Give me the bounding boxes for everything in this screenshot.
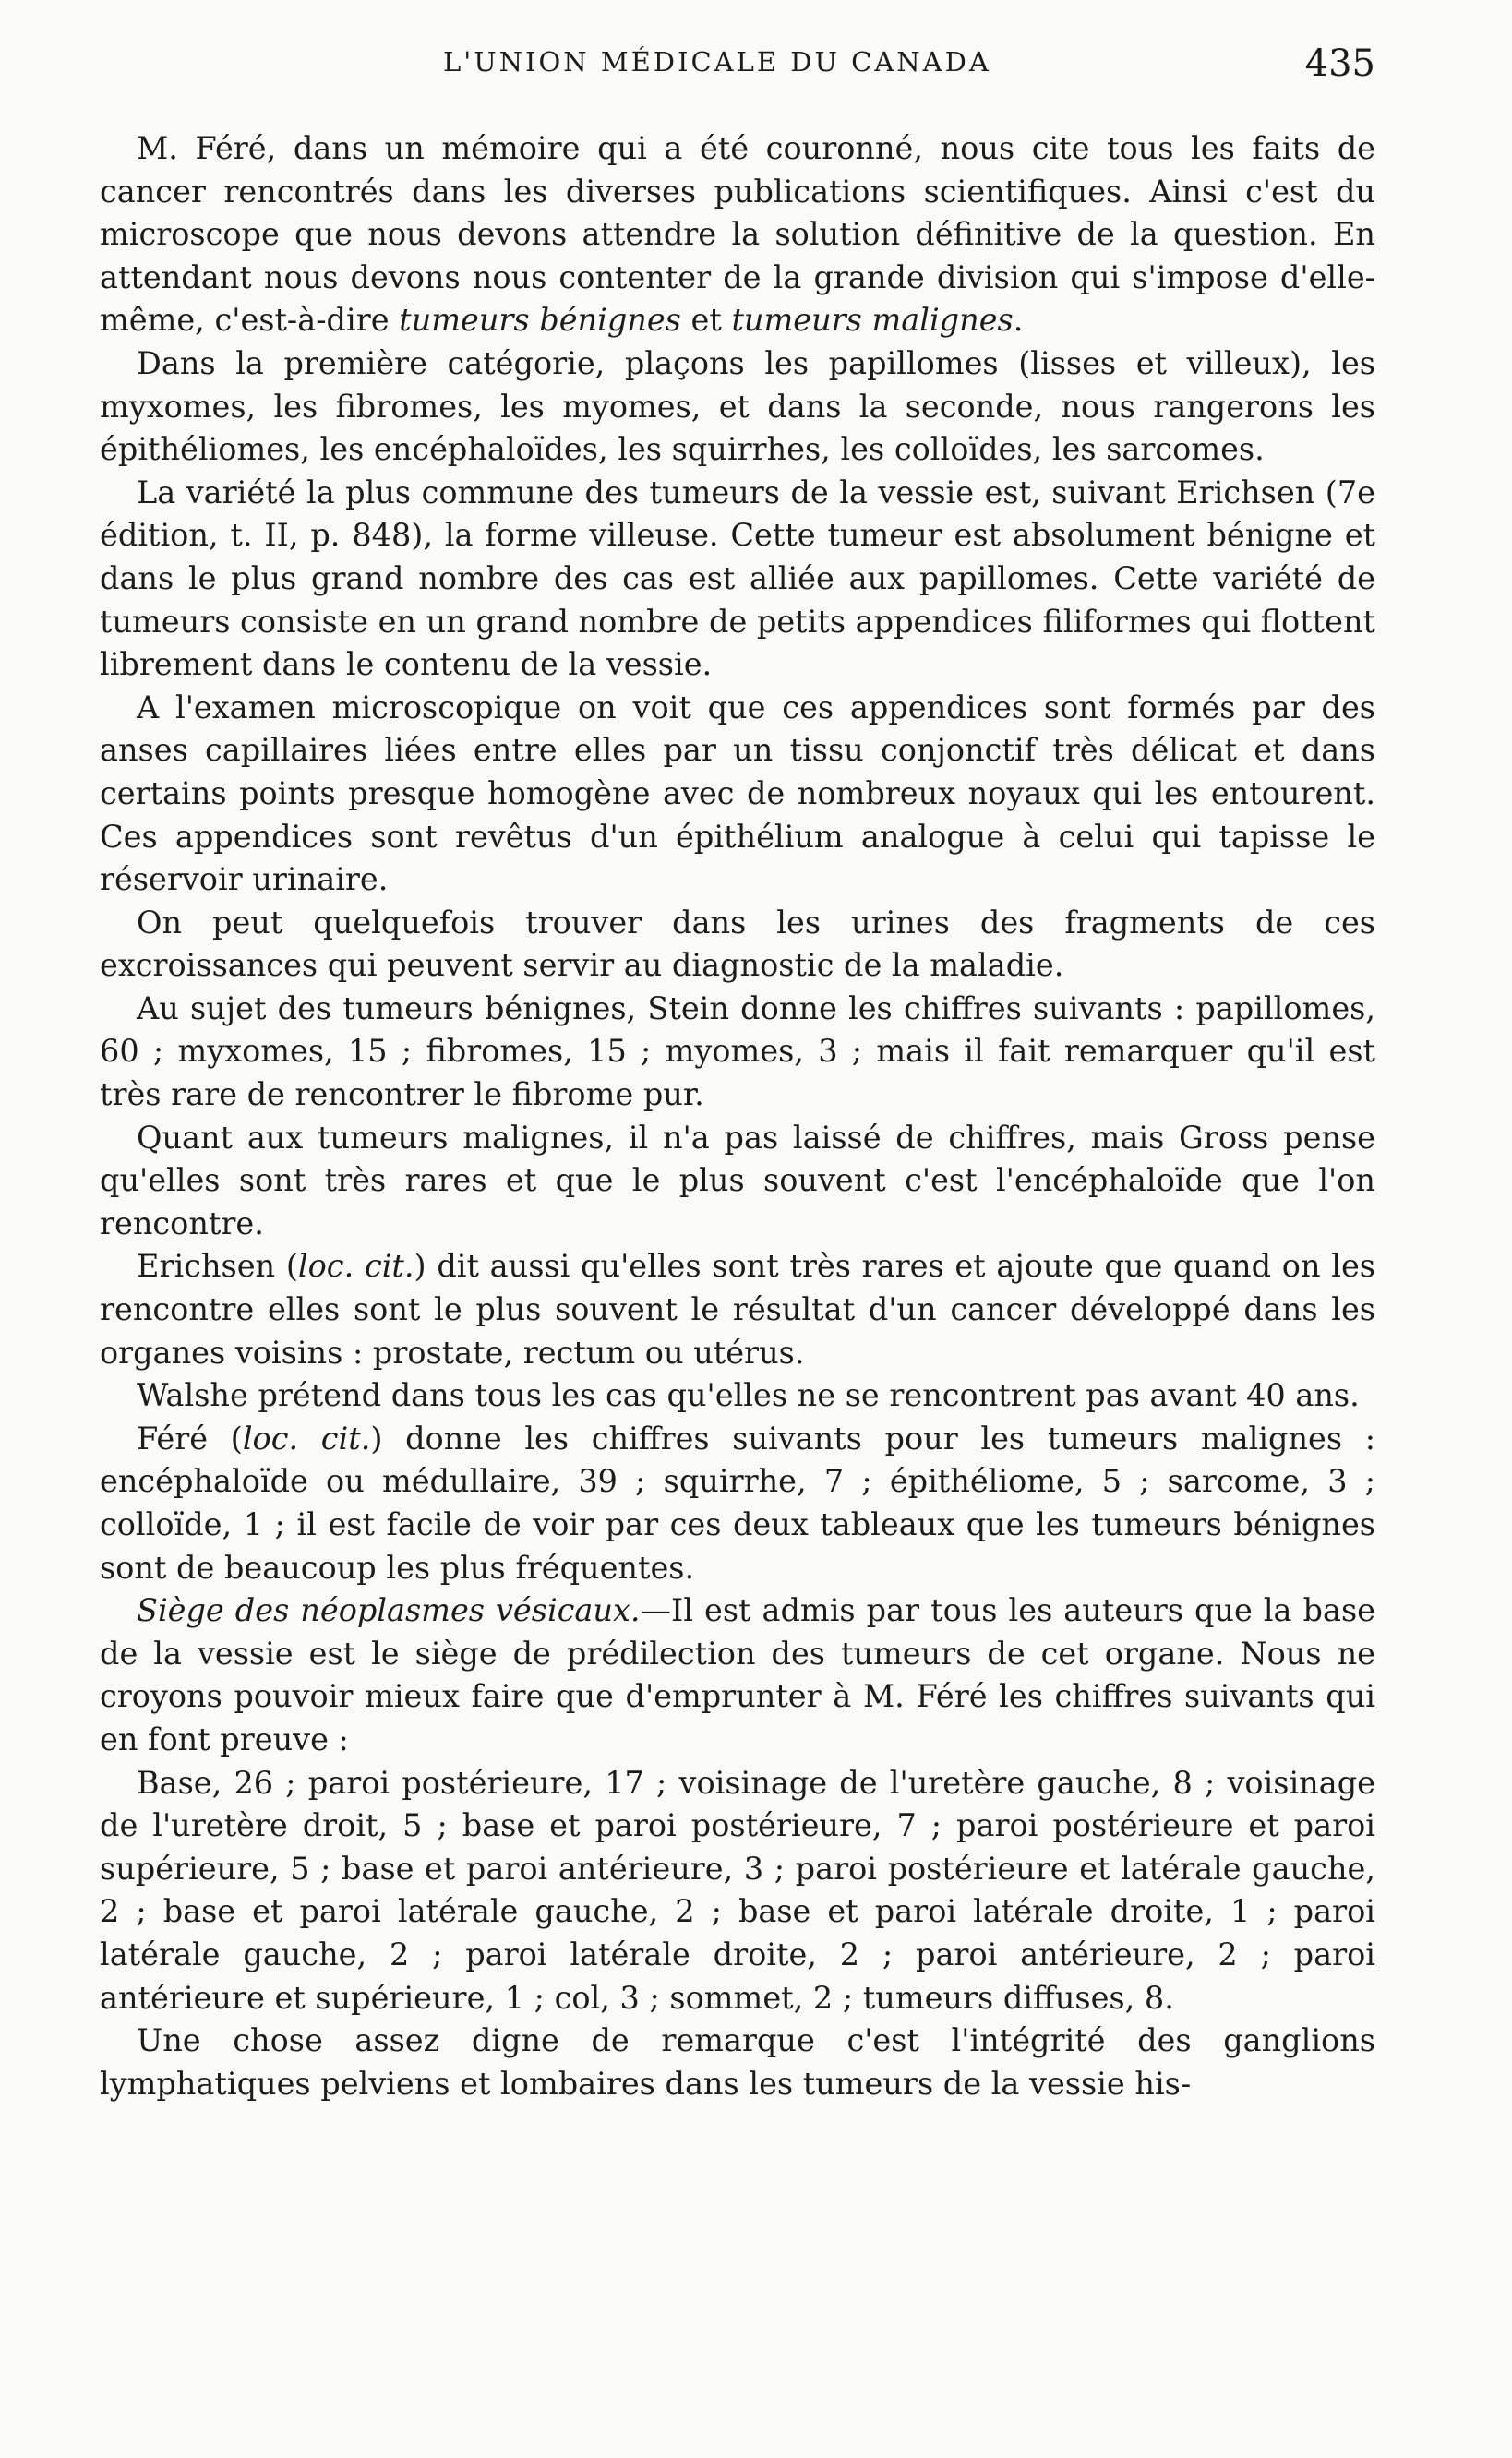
paragraph: Au sujet des tumeurs bénignes, Stein donne les chiffres suivants : papillomes, 60 ; myxomes, 15 ; fibromes, 15 ; myomes, 3 ; mais il fait remarquer qu'il est très rare de rencontrer le fibrome pur. bbox=[100, 989, 1375, 1113]
paragraph: Une chose assez digne de remarque c'est l'intégrité des ganglions lymphatiques pelviens et lombaires dans les tumeurs de la vessie his- bbox=[100, 2022, 1375, 2102]
page-number: 435 bbox=[1304, 42, 1375, 85]
paragraph: Erichsen (loc. cit.) dit aussi qu'elles sont très rares et ajoute que quand on les rencontre elles sont le plus souvent le résultat d'un cancer développé dans les organes voisins : prostate, rectum ou utérus. bbox=[100, 1248, 1375, 1371]
section-heading: Siège des néoplasmes vésicaux. bbox=[137, 1592, 641, 1629]
section-paragraph: Siège des néoplasmes vésicaux.—Il est admis par tous les auteurs que la base de la vessie est le siège de prédilection des tumeurs de cet organe. Nous ne croyons pouvoir mieux faire que d'emprunter à M. Féré les chiffres suivants qui en font preuve : bbox=[100, 1592, 1375, 1757]
location-list: Base, 26 ; paroi postérieure, 17 ; voisinage de l'uretère gauche, 8 ; voisinage de l'uretère droit, 5 ; base et paroi postérieure, 7 ; paroi postérieure et paroi supérieure, 5 ; base et paroi antérieure, 3 ; paroi postérieure et latérale gauche, 2 ; base et paroi latérale gauche, 2 ; base et paroi latérale droite, 1 ; paroi latérale gauche, 2 ; paroi latérale droite, 2 ; paroi antérieure, 2 ; paroi antérieure et supérieure, 1 ; col, 3 ; sommet, 2 ; tumeurs diffuses, 8. bbox=[100, 1764, 1375, 2016]
paragraph: Walshe prétend dans tous les cas qu'elles ne se rencontrent pas avant 40 ans. bbox=[137, 1377, 1360, 1414]
paragraph: Quant aux tumeurs malignes, il n'a pas laissé de chiffres, mais Gross pense qu'elles sont très rares et que le plus souvent c'est l'encéphaloïde que l'on rencontre. bbox=[100, 1119, 1375, 1241]
paragraph: M. Féré, dans un mémoire qui a été couronné, nous cite tous les faits de cancer rencontrés dans les diverses publications scientifiques. Ainsi c'est du microscope que nous devons attendre la solution définitive de la question. En attendant nous devons nous contenter de la grande division qui s'impose d'elle-même, c'est-à-dire tumeurs bénignes et tumeurs malignes. bbox=[100, 130, 1375, 339]
body-text bbox=[100, 127, 1375, 2105]
paragraph: A l'examen microscopique on voit que ces appendices sont formés par des anses capillaires liées entre elles par un tissu conjonctif très délicat et dans certains points presque homogène avec de nombreux noyaux qui les entourent. Ces appendices sont revêtus d'un épithélium analogue à celui qui tapisse le réservoir urinaire. bbox=[100, 689, 1375, 898]
paragraph: La variété la plus commune des tumeurs de la vessie est, suivant Erichsen (7e édition, t. II, p. 848), la forme villeuse. Cette tumeur est absolument bénigne et dans le plus grand nombre des cas est alliée aux papillomes. Cette variété de tumeurs consiste en un grand nombre de petits appendices filiformes qui flottent librement dans le contenu de la vessie. bbox=[100, 474, 1375, 683]
paragraph: Dans la première catégorie, plaçons les papillomes (lisses et villeux), les myxomes, les fibromes, les myomes, et dans la seconde, nous rangerons les épithéliomes, les encéphaloïdes, les squirrhes, les colloïdes, les sarcomes. bbox=[100, 344, 1375, 468]
running-title: L'UNION MÉDICALE DU CANADA bbox=[443, 46, 991, 78]
page-header bbox=[166, 42, 1375, 102]
paragraph: On peut quelquefois trouver dans les urines des fragments de ces excroissances qui peuvent servir au diagnostic de la maladie. bbox=[100, 904, 1375, 984]
paragraph: Féré (loc. cit.) donne les chiffres suivants pour les tumeurs malignes : encéphaloïde ou médullaire, 39 ; squirrhe, 7 ; épithéliome, 5 ; sarcome, 3 ; colloïde, 1 ; il est facile de voir par ces deux tableaux que les tumeurs bénignes sont de beaucoup les plus fréquentes. bbox=[100, 1420, 1376, 1586]
